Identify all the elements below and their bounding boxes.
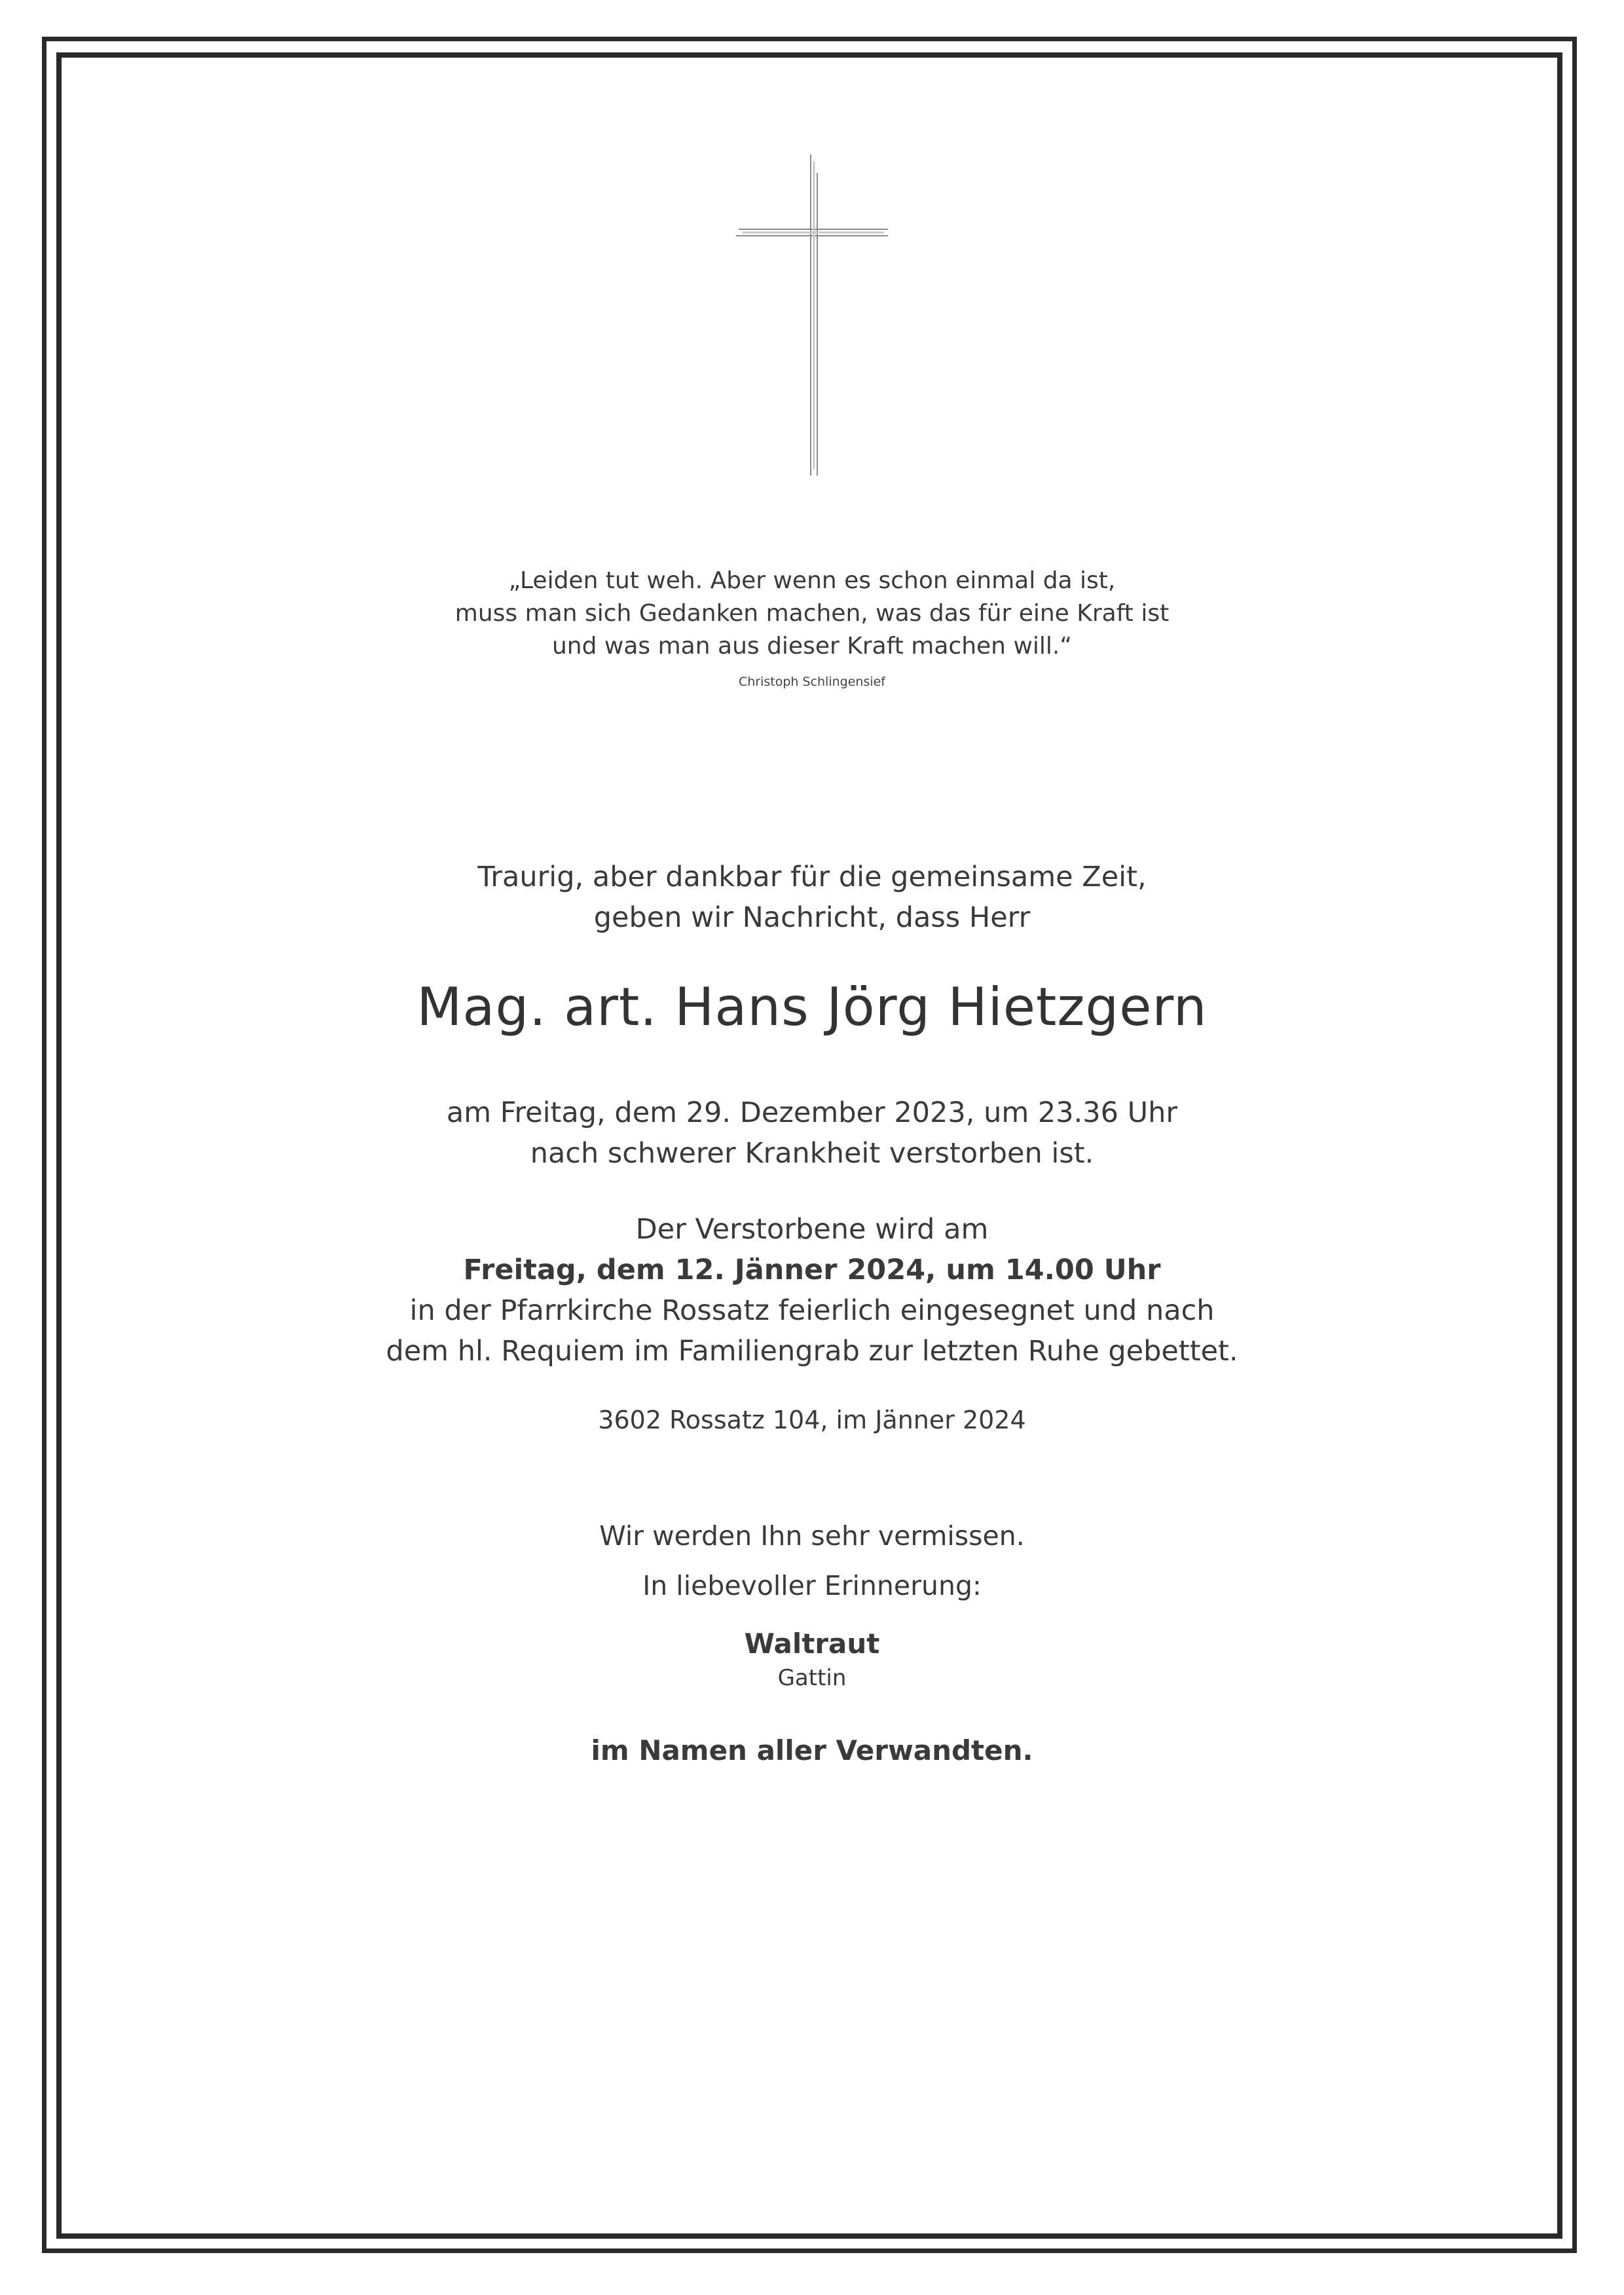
widow-role: Gattin (777, 1665, 847, 1691)
miss-text: Wir werden Ihn sehr vermissen. (599, 1520, 1025, 1552)
intro-line: geben wir Nachricht, dass Herr (593, 901, 1031, 934)
quote (0, 565, 1624, 663)
death-line: am Freitag, dem 29. Dezember 2023, um 23.36 Uhr (446, 1096, 1178, 1129)
intro-line: Traurig, aber dankbar für die gemeinsame Zeit, (477, 861, 1147, 893)
quote-author: Christoph Schlingensief (738, 675, 885, 689)
place-date: 3602 Rossatz 104, im Jänner 2024 (598, 1406, 1026, 1434)
funeral-line: in der Pfarrkirche Rossatz feierlich eingesegnet und nach (409, 1294, 1215, 1327)
quote-line: muss man sich Gedanken machen, was das für eine Kraft ist (454, 600, 1170, 627)
memory-text: In liebevoller Erinnerung: (642, 1570, 982, 1601)
quote-line: „Leiden tut weh. Aber wenn es schon einmal da ist, (508, 567, 1116, 594)
death-notice (0, 1092, 1624, 1174)
funeral-details (0, 1209, 1624, 1371)
widow-name: Waltraut (744, 1628, 880, 1660)
funeral-line: dem hl. Requiem im Familiengrab zur letzten Ruhe gebettet. (386, 1335, 1238, 1368)
deceased-name: Mag. art. Hans Jörg Hietzgern (416, 977, 1208, 1037)
funeral-date: Freitag, dem 12. Jänner 2024, um 14.00 Uhr (463, 1254, 1161, 1286)
death-line: nach schwerer Krankheit verstorben ist. (530, 1137, 1094, 1170)
intro-text (0, 857, 1624, 938)
funeral-line: Der Verstorbene wird am (635, 1213, 989, 1246)
quote-line: und was man aus dieser Kraft machen will.“ (551, 633, 1072, 660)
relatives-text: im Namen aller Verwandten. (591, 1734, 1033, 1766)
cross-icon (736, 155, 888, 476)
